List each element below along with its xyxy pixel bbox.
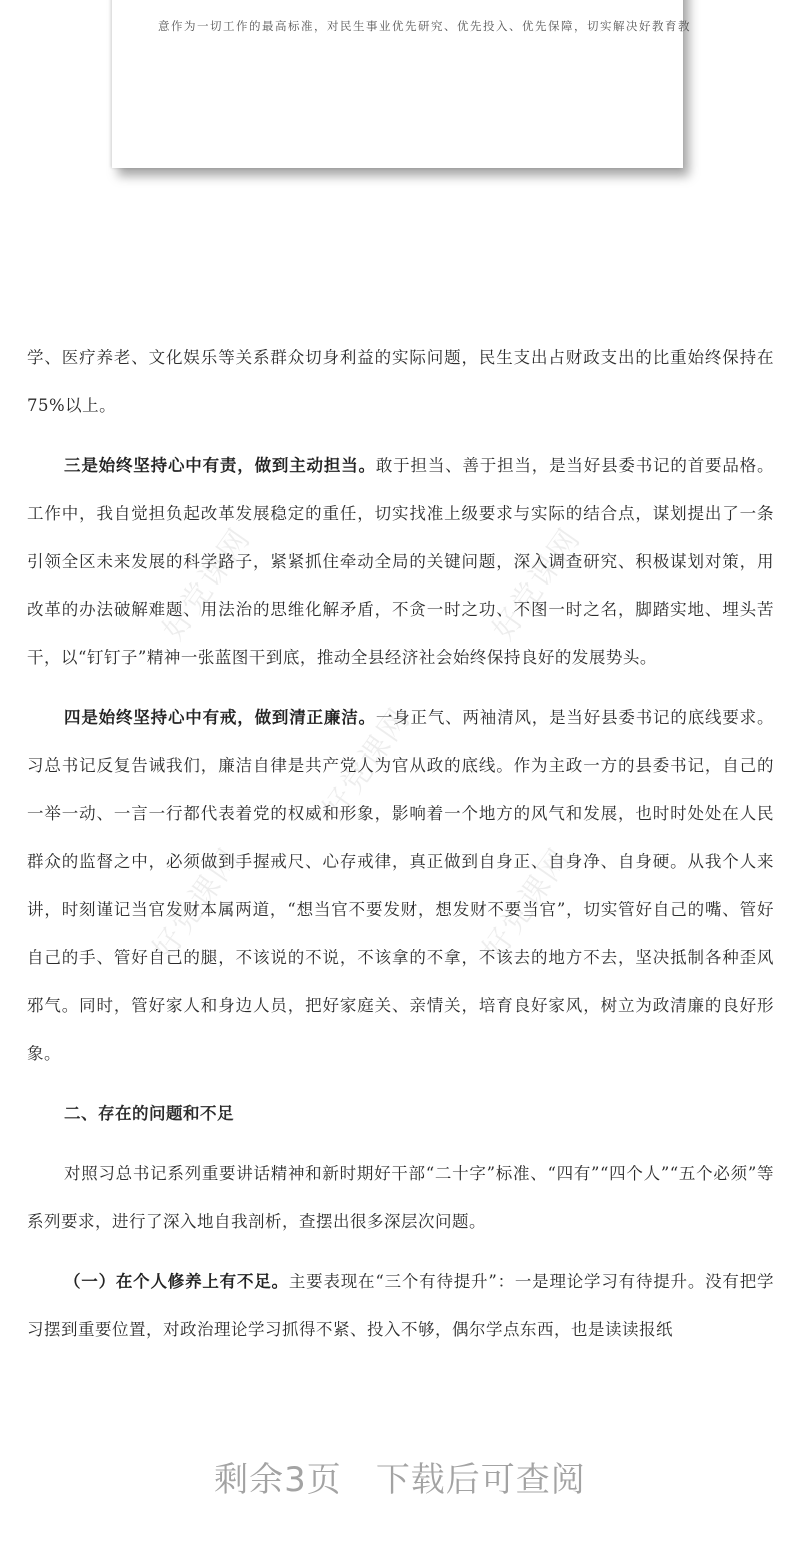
paragraph-lead: 三是始终坚持心中有责，做到主动担当。 <box>64 456 376 475</box>
download-to-view-label[interactable]: 下载后可查阅 <box>375 1460 586 1500</box>
paragraph-personal-cultivation: （一）在个人修养上有不足。主要表现在“三个有待提升”：一是理论学习有待提升。没有把学习摆到重要位置，对政治理论学习抓得不紧、投入不够，偶尔学点东西，也是读读报纸 <box>27 1272 775 1339</box>
paragraph-lead: （一）在个人修养上有不足。 <box>64 1272 289 1291</box>
download-prompt[interactable] <box>0 1452 800 1501</box>
watermark: 好党课网 <box>145 841 248 967</box>
watermark: 好党课网 <box>485 521 588 647</box>
previous-page-preview <box>112 0 691 168</box>
paragraph-lead: 四是始终坚持心中有戒，做到清正廉洁。 <box>64 708 376 727</box>
watermark: 好党课网 <box>315 701 418 827</box>
remaining-pages-label: 剩余3页 <box>214 1460 342 1500</box>
watermark: 好党课网 <box>155 521 258 647</box>
preview-last-line: 意作为一切工作的最高标准，对民生事业优先研究、优先投入、优先保障，切实解决好教育教 <box>158 19 691 33</box>
paragraph-continued: 学、医疗养老、文化娱乐等关系群众切身利益的实际问题，民生支出占财政支出的比重始终保持在 75%以上。 <box>27 348 774 415</box>
paragraph-intro: 对照习总书记系列重要讲话精神和新时期好干部“二十字”标准、“四有”“四个人”“五个必须”等系列要求，进行了深入地自我剖析，查摆出很多深层次问题。 <box>27 1164 774 1231</box>
section-heading: 二、存在的问题和不足 <box>64 1104 234 1123</box>
paragraph-responsibility: 三是始终坚持心中有责，做到主动担当。敢于担当、善于担当，是当好县委书记的首要品格。工作中，我自觉担负起改革发展稳定的重任，切实找准上级要求与实际的结合点，谋划提出了一条引领全区未来发展的科学路子，紧紧抓住牵动全局的关键问题，深入调查研究、积极谋划对策，用改革的办法破解难题、用法治的思维化解矛盾，不贪一时之功、不图一时之名，脚踏实地、埋头苦干，以“钉钉子”精神一张蓝图干到底，推动全县经济社会始终保持良好的发展势头。 <box>27 456 775 667</box>
document-body <box>27 334 774 1366</box>
watermark: 好党课网 <box>475 841 578 967</box>
paragraph-integrity: 四是始终坚持心中有戒，做到清正廉洁。一身正气、两袖清风，是当好县委书记的底线要求。习总书记反复告诫我们，廉洁自律是共产党人为官从政的底线。作为主政一方的县委书记，自己的一举一动、一言一行都代表着党的权威和形象，影响着一个地方的风气和发展，也时时处处在人民群众的监督之中，必须做到手握戒尺、心存戒律，真正做到自身正、自身净、自身硬。从我个人来讲，时刻谨记当官发财本属两道，“想当官不要发财，想发财不要当官”，切实管好自己的嘴、管好自己的手、管好自己的腿，不该说的不说，不该拿的不拿，不该去的地方不去，坚决抵制各种歪风邪气。同时，管好家人和身边人员，把好家庭关、亲情关，培育良好家风，树立为政清廉的良好形象。 <box>27 708 775 1063</box>
